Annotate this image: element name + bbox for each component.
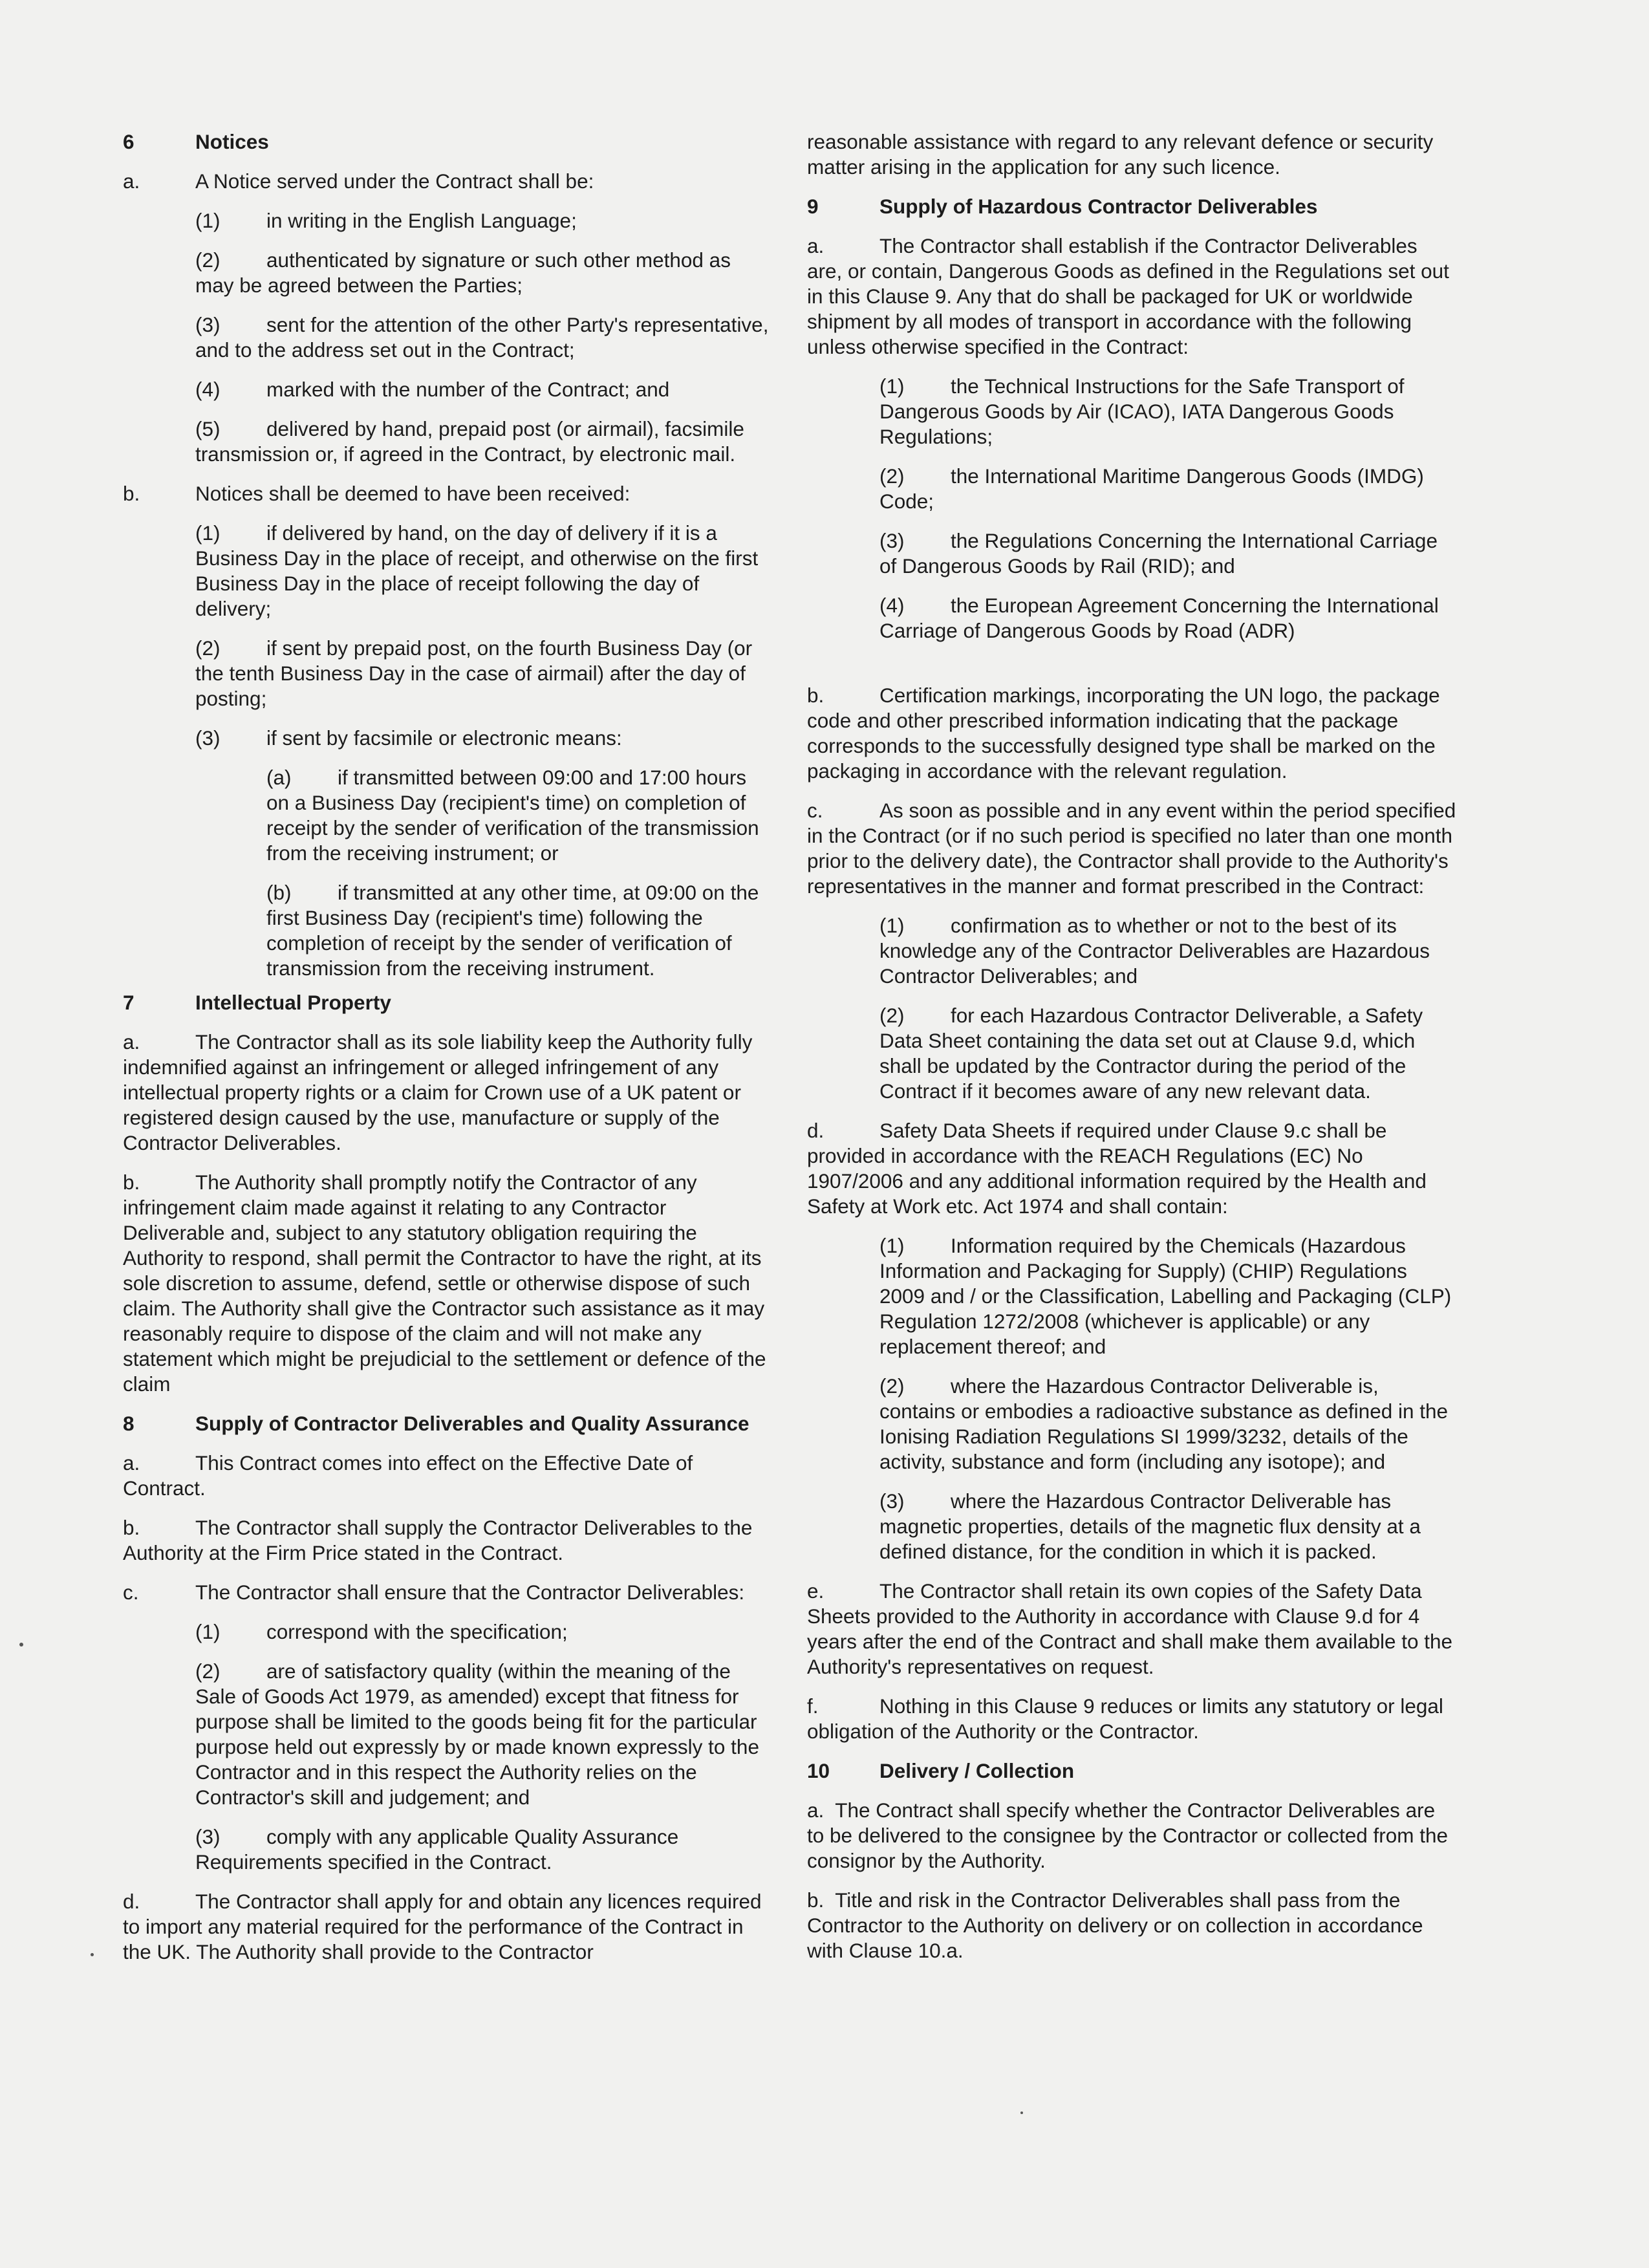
continued-text: reasonable assistance with regard to any relevant defence or security matter arising in the application for any such licence. xyxy=(807,130,1434,178)
section-6-heading xyxy=(123,129,770,155)
section-number: 6 xyxy=(123,130,135,153)
clause-label: b. xyxy=(123,482,140,505)
item-text: where the Hazardous Contractor Deliverable has magnetic properties, details of the magnetic flux density at a defined distance, for the condition in which it is packed. xyxy=(879,1489,1421,1563)
clause-7b xyxy=(123,1170,770,1397)
clause-9a2 xyxy=(879,464,1457,514)
clause-label: d. xyxy=(807,1119,824,1142)
clause-10a xyxy=(807,1798,1457,1874)
right-column xyxy=(807,129,1457,1978)
item-text: Information required by the Chemicals (Hazardous Information and Packaging for Supply) (CHIP) Regulations 2009 and / or the Classification, Labelling and Packaging (CLP) Regulation 1272/2008 (whichever is applicable) or any replacement thereof; and xyxy=(879,1234,1452,1358)
subitem-text: if transmitted between 09:00 and 17:00 hours on a Business Day (recipient's time) on completion of receipt by the sender of verification of the transmission from the receiving instrument; or xyxy=(266,766,759,865)
section-number: 7 xyxy=(123,991,135,1014)
item-label: (3) xyxy=(195,313,221,336)
clause-9c2 xyxy=(879,1003,1457,1104)
item-label: (2) xyxy=(195,636,221,660)
clause-label: a. xyxy=(807,234,824,257)
item-text: the European Agreement Concerning the International Carriage of Dangerous Goods by Road (ADR) xyxy=(879,594,1439,642)
item-text: if sent by facsimile or electronic means: xyxy=(266,726,622,750)
item-text: sent for the attention of the other Party's representative, and to the address set out in the Contract; xyxy=(195,313,769,362)
item-label: (1) xyxy=(879,1234,905,1257)
clause-6b xyxy=(123,481,770,506)
clause-text: As soon as possible and in any event within the period specified in the Contract (or if no such period is specified no later than one month prior to the delivery date), the Contractor shall provide to the Authority's representatives in the manner and format prescribed in the Contract: xyxy=(807,799,1456,898)
clause-9d3 xyxy=(879,1489,1457,1564)
clause-text: The Contractor shall establish if the Contractor Deliverables are, or contain, Dangerous Goods as defined in the Regulations set out in this Clause 9. Any that do shall be packaged for UK or worldwide shipment by all modes of transport in accordance with the following unless otherwise specified in the Contract: xyxy=(807,234,1449,358)
clause-label: c. xyxy=(123,1581,139,1604)
clause-text: Nothing in this Clause 9 reduces or limits any statutory or legal obligation of the Authority or the Contractor. xyxy=(807,1694,1443,1743)
subitem-text: if transmitted at any other time, at 09:00 on the first Business Day (recipient's time) following the completion of receipt by the sender of verification of transmission from the receiving instrument. xyxy=(266,881,759,980)
section-number: 10 xyxy=(807,1759,830,1782)
clause-7a xyxy=(123,1030,770,1156)
item-text: the Regulations Concerning the International Carriage of Dangerous Goods by Rail (RID); and xyxy=(879,529,1438,578)
clause-label: f. xyxy=(807,1694,819,1718)
clause-9e xyxy=(807,1579,1457,1679)
item-label: (4) xyxy=(195,378,221,401)
clause-9c1 xyxy=(879,913,1457,989)
clause-text: Title and risk in the Contractor Deliverables shall pass from the Contractor to the Authority on delivery or on collection in accordance with Clause 10.a. xyxy=(807,1888,1423,1962)
clause-9d xyxy=(807,1118,1457,1219)
clause-9a3 xyxy=(879,528,1457,579)
section-10-heading xyxy=(807,1758,1457,1784)
clause-8a xyxy=(123,1451,770,1501)
section-title: Supply of Hazardous Contractor Deliverables xyxy=(879,195,1318,218)
item-text: correspond with the specification; xyxy=(266,1620,568,1643)
scan-speck xyxy=(91,1953,94,1956)
clause-label: b. xyxy=(807,1888,824,1912)
clause-text: The Contractor shall retain its own copies of the Safety Data Sheets provided to the Authority in accordance with Clause 9.d for 4 years after the end of the Contract and shall make them available to the Authority's representatives on request. xyxy=(807,1579,1453,1678)
clause-8d xyxy=(123,1889,770,1965)
item-label: (1) xyxy=(195,521,221,545)
scan-speck xyxy=(19,1643,23,1647)
clause-6b2 xyxy=(195,636,770,711)
clause-8c3 xyxy=(195,1824,770,1875)
clause-6b3b xyxy=(266,880,770,981)
item-label: (3) xyxy=(879,529,905,552)
clause-text: Notices shall be deemed to have been received: xyxy=(195,482,630,505)
clause-6a3 xyxy=(195,312,770,363)
clause-9a4 xyxy=(879,593,1457,643)
item-text: in writing in the English Language; xyxy=(266,209,577,232)
clause-9d1 xyxy=(879,1233,1457,1359)
clause-text: The Authority shall promptly notify the Contractor of any infringement claim made against it relating to any Contractor Deliverable and, subject to any statutory obligation requiring the Authority to respond, shall permit the Contractor to have the right, at its sole discretion to assume, defend, settle or otherwise dispose of such claim. The Authority shall give the Contractor such assistance as it may reasonably require to dispose of the claim and will not make any statement which might be prejudicial to the settlement or defence of the claim xyxy=(123,1171,766,1396)
clause-6a4 xyxy=(195,377,770,402)
clause-label: c. xyxy=(807,799,823,822)
clause-label: a. xyxy=(123,1030,140,1053)
item-label: (1) xyxy=(879,374,905,398)
clause-label: a. xyxy=(807,1798,824,1822)
item-label: (3) xyxy=(879,1489,905,1513)
clause-label: a. xyxy=(123,169,140,193)
section-title: Delivery / Collection xyxy=(879,1759,1075,1782)
clause-9b xyxy=(807,683,1457,784)
item-text: are of satisfactory quality (within the meaning of the Sale of Goods Act 1979, as amended) except that fitness for purpose shall be limited to the goods being fit for the particular purpose held out expressly by or made known expressly to the Contractor and in this respect the Authority relies on the Contractor's skill and judgement; and xyxy=(195,1659,759,1809)
item-label: (2) xyxy=(879,1374,905,1398)
item-text: delivered by hand, prepaid post (or airmail), facsimile transmission or, if agreed in the Contract, by electronic mail. xyxy=(195,417,744,466)
clause-text: The Contract shall specify whether the Contractor Deliverables are to be delivered to the consignee by the Contractor or collected from the consignor by the Authority. xyxy=(807,1798,1449,1872)
item-label: (2) xyxy=(195,1659,221,1683)
clause-6a1 xyxy=(195,208,770,233)
clause-text: Safety Data Sheets if required under Clause 9.c shall be provided in accordance with the REACH Regulations (EC) No 1907/2006 and any additional information required by the Health and Safety at Work etc. Act 1974 and shall contain: xyxy=(807,1119,1427,1218)
item-label: (1) xyxy=(879,914,905,937)
clause-6b3 xyxy=(195,726,770,751)
clause-9d2 xyxy=(879,1374,1457,1474)
clause-10b xyxy=(807,1888,1457,1963)
clause-label: e. xyxy=(807,1579,824,1603)
item-text: the Technical Instructions for the Safe Transport of Dangerous Goods by Air (ICAO), IATA Dangerous Goods Regulations; xyxy=(879,374,1405,448)
clause-9c xyxy=(807,798,1457,899)
item-text: where the Hazardous Contractor Deliverable is, contains or embodies a radioactive substance as defined in the Ionising Radiation Regulations SI 1999/3232, details of the activity, substance and form (including any isotope); and xyxy=(879,1374,1449,1473)
clause-8b xyxy=(123,1515,770,1566)
clause-9a xyxy=(807,233,1457,360)
item-text: comply with any applicable Quality Assurance Requirements specified in the Contract. xyxy=(195,1825,679,1874)
section-title: Supply of Contractor Deliverables and Quality Assurance xyxy=(195,1412,749,1435)
clause-text: The Contractor shall supply the Contractor Deliverables to the Authority at the Firm Price stated in the Contract. xyxy=(123,1516,753,1564)
clause-8c2 xyxy=(195,1659,770,1810)
clause-8c1 xyxy=(195,1619,770,1645)
section-title: Intellectual Property xyxy=(195,991,391,1014)
section-9-heading xyxy=(807,194,1457,219)
clause-label: b. xyxy=(123,1171,140,1194)
clause-text: A Notice served under the Contract shall be: xyxy=(195,169,594,193)
item-text: authenticated by signature or such other method as may be agreed between the Parties; xyxy=(195,248,731,297)
section-number: 9 xyxy=(807,195,819,218)
subitem-label: (b) xyxy=(266,881,292,904)
clause-9a1 xyxy=(879,374,1457,449)
item-text: marked with the number of the Contract; and xyxy=(266,378,670,401)
item-label: (4) xyxy=(879,594,905,617)
clause-6a xyxy=(123,169,770,194)
clause-text: The Contractor shall ensure that the Contractor Deliverables: xyxy=(195,1581,745,1604)
item-text: if sent by prepaid post, on the fourth Business Day (or the tenth Business Day in the case of airmail) after the day of posting; xyxy=(195,636,753,710)
item-text: if delivered by hand, on the day of delivery if it is a Business Day in the place of receipt, and otherwise on the first Business Day in the place of receipt following the day of delivery; xyxy=(195,521,759,620)
clause-text: The Contractor shall apply for and obtain any licences required to import any material required for the performance of the Contract in the UK. The Authority shall provide to the Contractor xyxy=(123,1890,762,1963)
clause-text: This Contract comes into effect on the Effective Date of Contract. xyxy=(123,1451,693,1500)
clause-label: b. xyxy=(123,1516,140,1539)
clause-6a2 xyxy=(195,248,770,298)
section-number: 8 xyxy=(123,1412,135,1435)
item-label: (3) xyxy=(195,1825,221,1848)
item-label: (1) xyxy=(195,1620,221,1643)
item-label: (2) xyxy=(879,1004,905,1027)
item-label: (2) xyxy=(195,248,221,272)
clause-8c xyxy=(123,1580,770,1605)
item-label: (1) xyxy=(195,209,221,232)
item-label: (5) xyxy=(195,417,221,440)
scan-speck xyxy=(1020,2111,1023,2114)
clause-text: The Contractor shall as its sole liability keep the Authority fully indemnified against an infringement or alleged infringement of any intellectual property rights or a claim for Crown use of a UK patent or registered design caused by the use, manufacture or supply of the Contractor Deliverables. xyxy=(123,1030,753,1154)
item-label: (2) xyxy=(879,464,905,488)
clause-text: Certification markings, incorporating the UN logo, the package code and other prescribed information indicating that the package corresponds to the successfully designed type shall be marked on the packaging in accordance with the relevant regulation. xyxy=(807,684,1440,783)
item-label: (3) xyxy=(195,726,221,750)
clause-label: d. xyxy=(123,1890,140,1913)
clause-label: b. xyxy=(807,684,824,707)
section-title: Notices xyxy=(195,130,269,153)
section-8-heading xyxy=(123,1411,770,1436)
clause-6b3a xyxy=(266,765,770,866)
section-7-heading xyxy=(123,990,770,1015)
left-column xyxy=(123,129,770,1979)
item-text: confirmation as to whether or not to the best of its knowledge any of the Contractor Deliverables are Hazardous Contractor Deliverables; and xyxy=(879,914,1430,988)
subitem-label: (a) xyxy=(266,766,292,789)
item-text: for each Hazardous Contractor Deliverable, a Safety Data Sheet containing the data set out at Clause 9.d, which shall be updated by the Contractor during the period of the Contract if it becomes aware of any new relevant data. xyxy=(879,1004,1423,1103)
clause-6a5 xyxy=(195,416,770,467)
clause-9f xyxy=(807,1694,1457,1744)
clause-6b1 xyxy=(195,521,770,621)
clause-label: a. xyxy=(123,1451,140,1474)
item-text: the International Maritime Dangerous Goods (IMDG) Code; xyxy=(879,464,1424,513)
